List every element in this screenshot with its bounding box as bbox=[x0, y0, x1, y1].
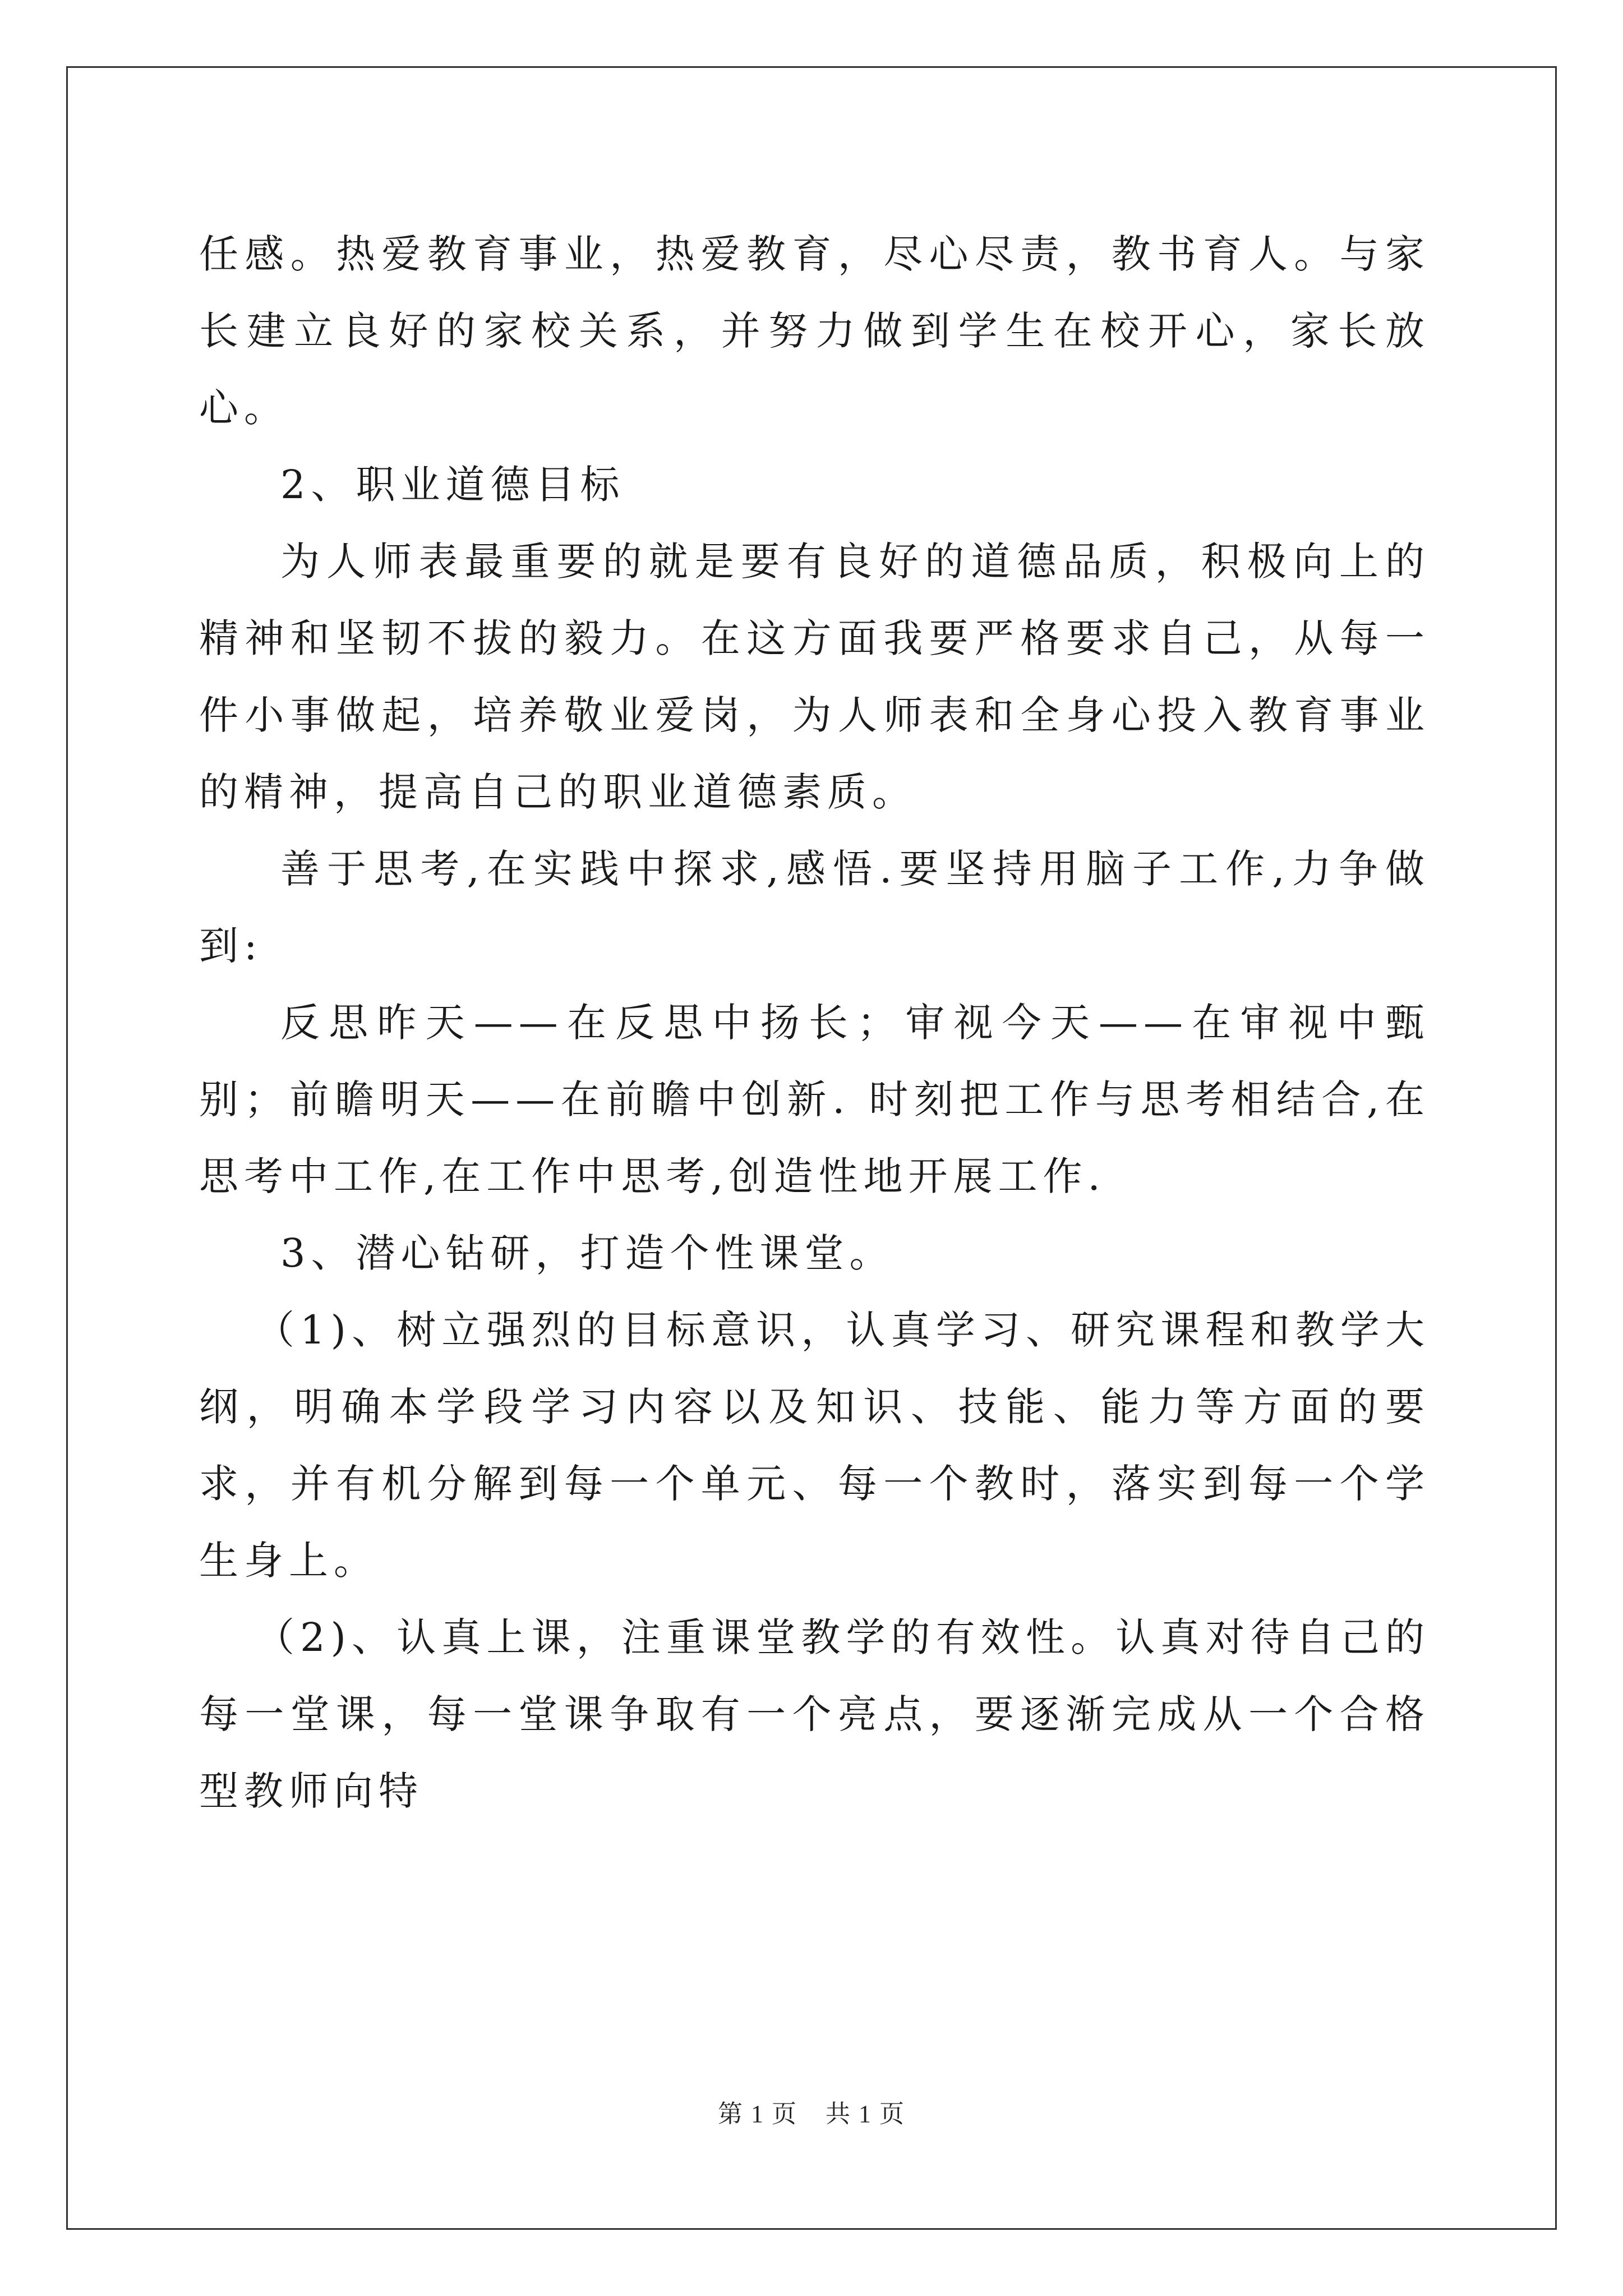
page-total: 共 1 页 bbox=[826, 2100, 905, 2128]
section-heading-professional-ethics: 2、职业道德目标 bbox=[280, 462, 625, 508]
paragraph-item-2: （2)、认真上课，注重课堂教学的有效性。认真对待自己的每一堂课，每一堂课争取有一个亮点，要逐渐完成从一个合格型教师向特 bbox=[199, 1614, 1430, 1814]
page-footer bbox=[0, 2093, 1623, 2129]
paragraph-item-1: （1)、树立强烈的目标意识，认真学习、研究课程和教学大纲，明确本学段学习内容以及知识、技能、能力等方面的要求，并有机分解到每一个单元、每一个教时，落实到每一个学生身上。 bbox=[199, 1307, 1430, 1584]
paragraph-thinking: 善于思考,在实践中探求,感悟.要坚持用脑子工作,力争做到: bbox=[199, 846, 1430, 969]
paragraph-ethics-goal: 为人师表最重要的就是要有良好的道德品质，积极向上的精神和坚韧不拔的毅力。在这方面我要严格要求自己，从每一件小事做起，培养敬业爱岗，为人师表和全身心投入教育事业的精神，提高自己的职业道德素质。 bbox=[199, 539, 1430, 815]
paragraph-continuation: 任感。热爱教育事业，热爱教育，尽心尽责，教书育人。与家长建立良好的家校关系，并努力做到学生在校开心，家长放心。 bbox=[199, 231, 1430, 431]
section-heading-classroom: 3、潜心钻研，打造个性课堂。 bbox=[280, 1230, 895, 1276]
document-body bbox=[199, 216, 1430, 1830]
page-number: 第 1 页 bbox=[718, 2100, 797, 2128]
paragraph-reflection: 反思昨天——在反思中扬长；审视今天——在审视中甄别；前瞻明天——在前瞻中创新. 时刻把工作与思考相结合,在思考中工作,在工作中思考,创造性地开展工作. bbox=[199, 1000, 1430, 1199]
